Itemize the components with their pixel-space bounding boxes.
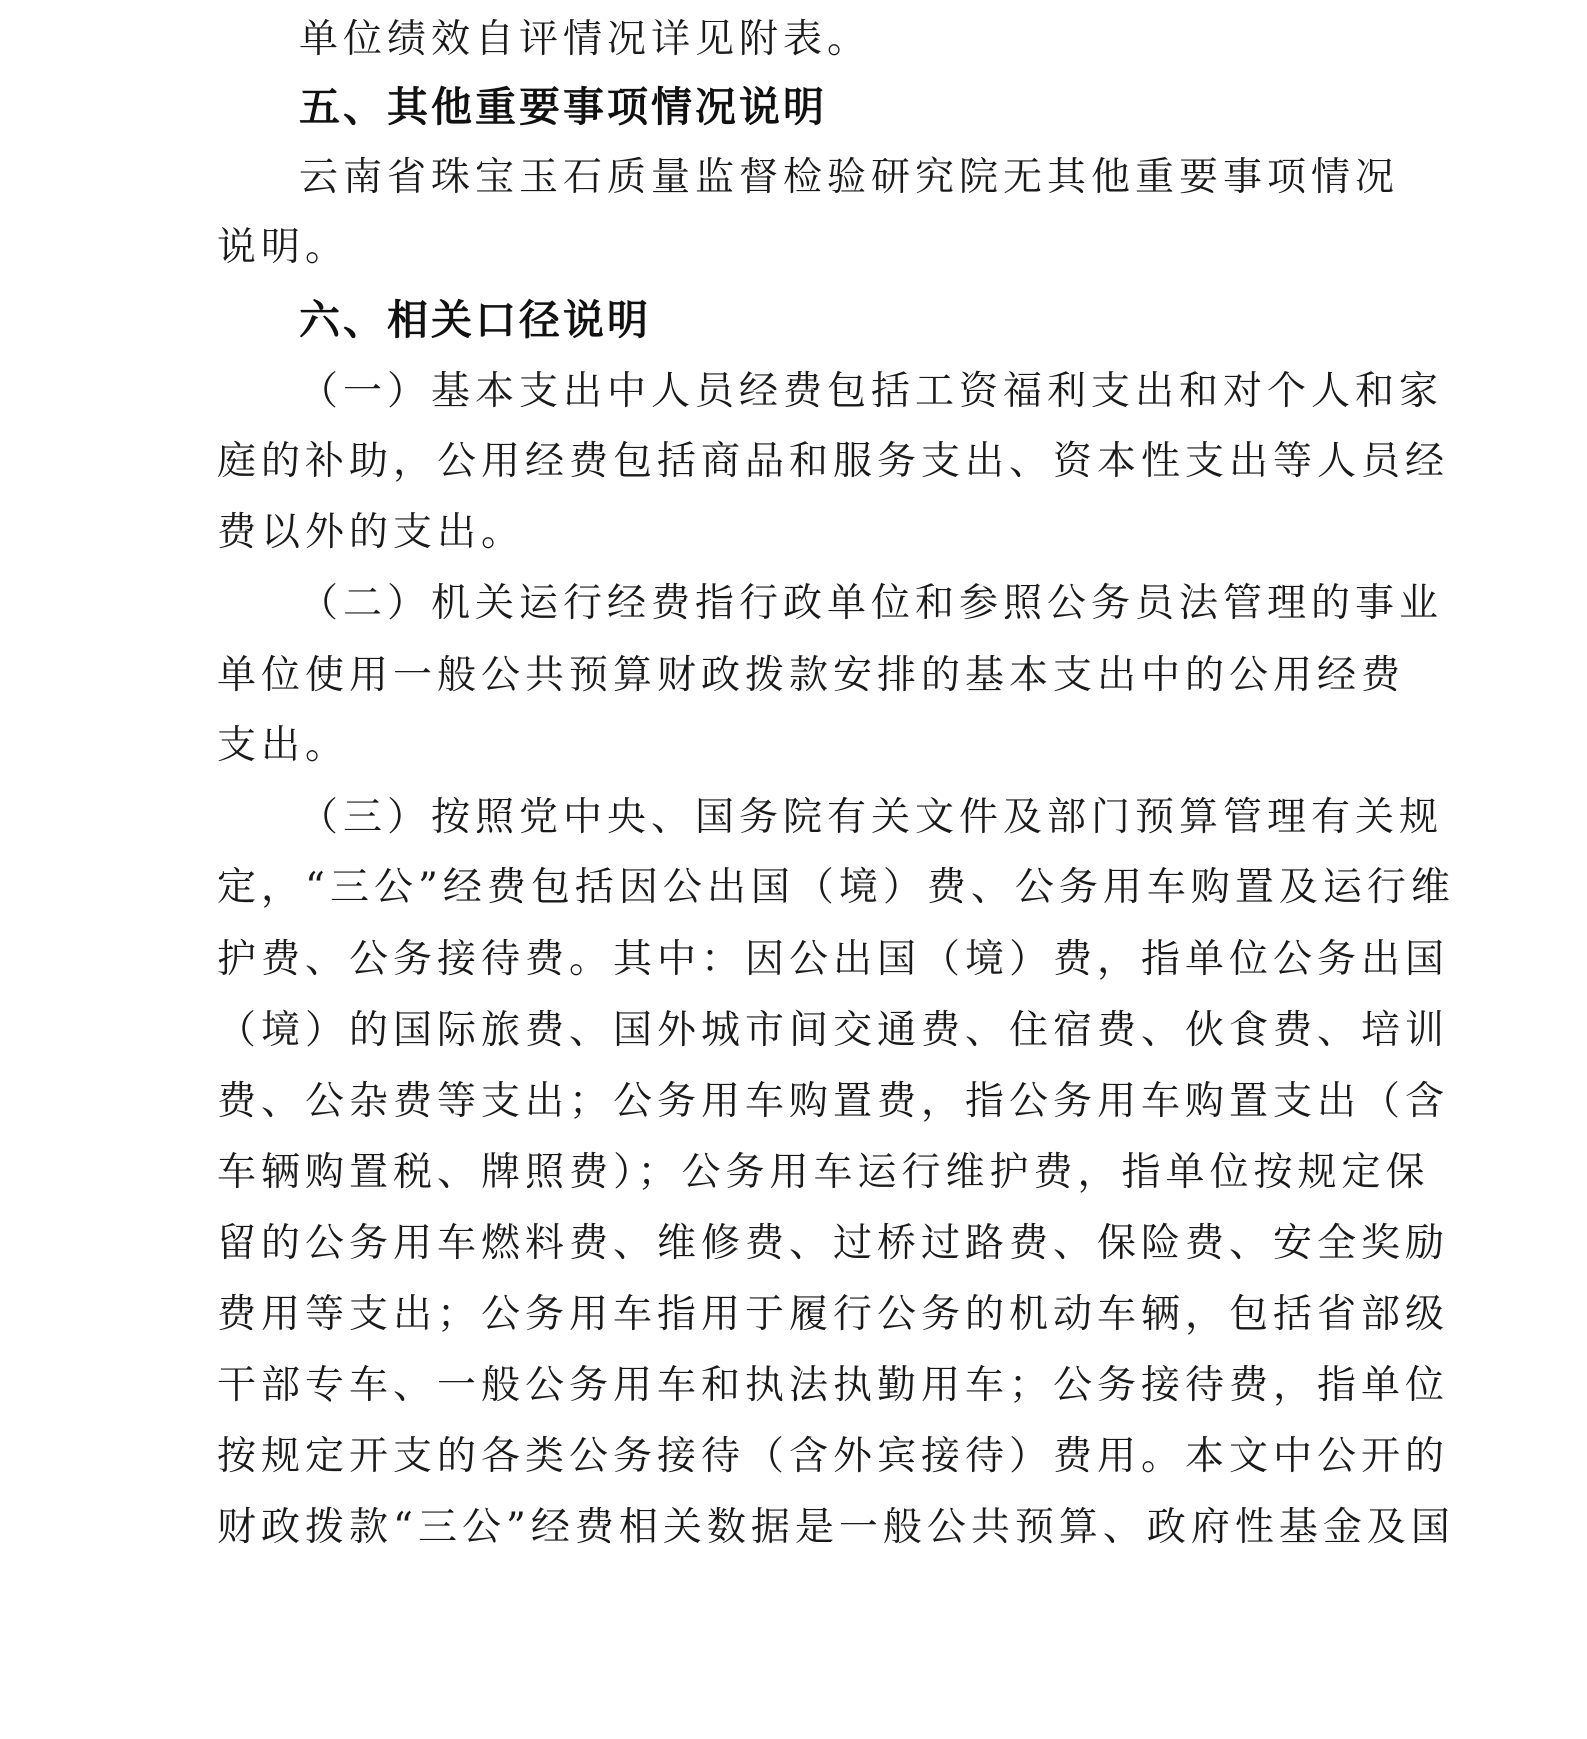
paragraph-line: 干部专车、一般公务用车和执法执勤用车；公务接待费，指单位 (217, 1363, 1450, 1408)
paragraph-line: （一）基本支出中人员经费包括工资福利支出和对个人和家 (299, 369, 1444, 414)
paragraph-line: 说明。 (217, 225, 350, 270)
paragraph-line: 费用等支出；公务用车指用于履行公务的机动车辆，包括省部级 (217, 1292, 1450, 1337)
paragraph-line: （三）按照党中央、国务院有关文件及部门预算管理有关规 (299, 795, 1444, 840)
paragraph-line: 单位使用一般公共预算财政拨款安排的基本支出中的公用经费 (217, 653, 1406, 698)
paragraph-line: 留的公务用车燃料费、维修费、过桥过路费、保险费、安全奖励 (217, 1221, 1450, 1266)
paragraph-line: 护费、公务接待费。其中：因公出国（境）费，指单位公务出国 (217, 937, 1450, 982)
paragraph-line: 按规定开支的各类公务接待（含外宾接待）费用。本文中公开的 (217, 1434, 1450, 1479)
paragraph-line: 庭的补助，公用经费包括商品和服务支出、资本性支出等人员经 (217, 439, 1450, 484)
paragraph-line: 车辆购置税、牌照费）；公务用车运行维护费，指单位按规定保 (217, 1150, 1430, 1195)
paragraph-line: 定，“三公”经费包括因公出国（境）费、公务用车购置及运行维 (217, 865, 1455, 910)
paragraph-line: 费、公杂费等支出；公务用车购置费，指公务用车购置支出（含 (217, 1079, 1450, 1124)
paragraph-line: 支出。 (217, 723, 350, 768)
paragraph-line: （境）的国际旅费、国外城市间交通费、住宿费、伙食费、培训 (217, 1008, 1450, 1053)
paragraph-line: 费以外的支出。 (217, 510, 526, 555)
paragraph-line: （二）机关运行经费指行政单位和参照公务员法管理的事业 (299, 581, 1444, 626)
paragraph-line: 单位绩效自评情况详见附表。 (299, 17, 872, 62)
section-heading-other-matters: 五、其他重要事项情况说明 (299, 83, 827, 131)
paragraph-line: 云南省珠宝玉石质量监督检验研究院无其他重要事项情况 (299, 155, 1400, 200)
paragraph-line: 财政拨款“三公”经费相关数据是一般公共预算、政府性基金及国 (217, 1505, 1455, 1550)
section-heading-definitions: 六、相关口径说明 (299, 296, 651, 344)
